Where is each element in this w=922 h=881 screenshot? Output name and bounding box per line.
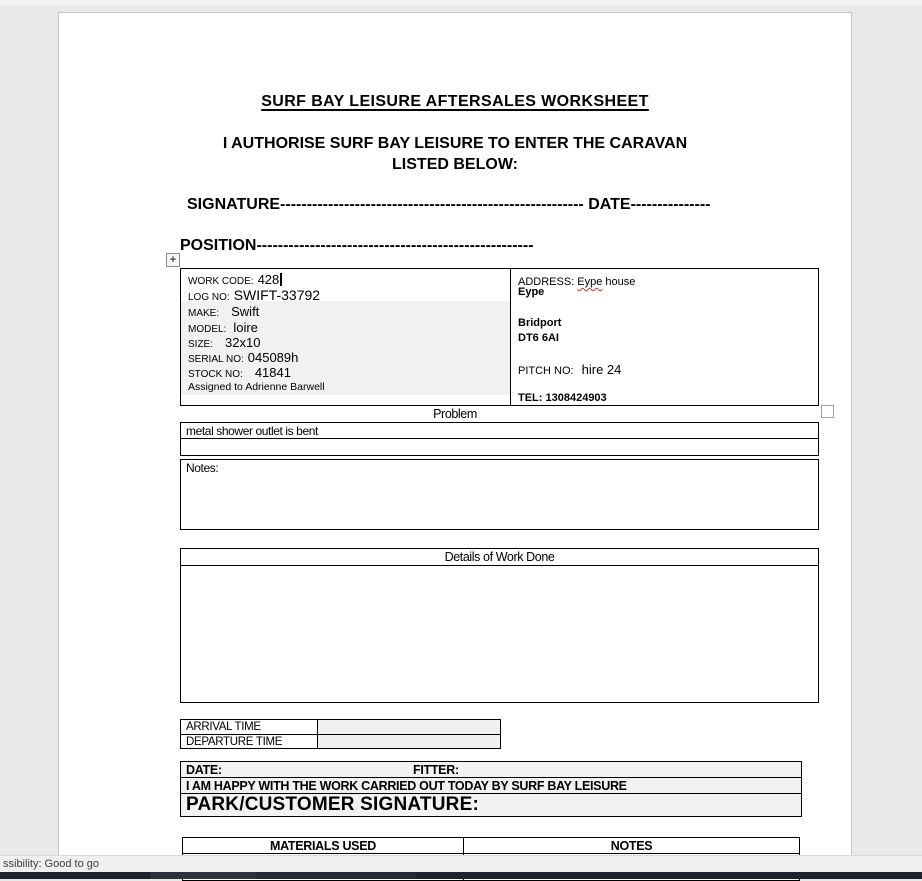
authorise-line-1: I AUTHORISE SURF BAY LEISURE TO ENTER THE CARAVAN [222, 135, 688, 152]
worksheet-title: SURF BAY LEISURE AFTERSALES WORKSHEET [261, 93, 649, 110]
tel-line: TEL: 1308424903 [518, 392, 607, 404]
problem-table [180, 422, 819, 456]
problem-heading: Problem [433, 407, 477, 421]
document-page [58, 12, 852, 879]
work-done-entry-area[interactable] [181, 566, 818, 702]
notes-header: NOTES [610, 839, 653, 853]
pitch-no-line: PITCH NO: hire 24 [518, 362, 622, 377]
times-table [180, 719, 501, 749]
taskbar[interactable] [0, 872, 922, 879]
misspelled-word: Eype [577, 276, 603, 288]
signoff-table [180, 761, 802, 817]
caravan-info-table [180, 268, 819, 406]
taskbar-segment[interactable] [150, 872, 256, 879]
happy-statement: I AM HAPPY WITH THE WORK CARRIED OUT TODAY BY SURF BAY LEISURE [181, 778, 801, 794]
model-line[interactable]: MODEL: loire [188, 320, 258, 335]
position-line: POSITION---------------------------------------------------- [180, 237, 534, 254]
materials-used-header: MATERIALS USED [183, 838, 464, 853]
address-line: ADDRESS: Eype house [518, 276, 636, 288]
signature-date-line: SIGNATURE--------------------------------------------------------- DATE--------------- [187, 196, 711, 213]
work-done-table [180, 548, 819, 703]
departure-time-row [181, 734, 500, 748]
window-top-strip [0, 0, 922, 5]
taskbar-segment[interactable] [256, 872, 416, 879]
date-fitter-row[interactable] [181, 762, 801, 778]
text-cursor [280, 273, 282, 286]
assigned-line[interactable]: Assigned to Adrienne Barwell [188, 381, 325, 393]
notes-box[interactable]: Notes: [180, 459, 819, 530]
authorise-line-2: LISTED BELOW: [392, 156, 518, 173]
stock-no-line[interactable]: STOCK NO: 41841 [188, 365, 291, 380]
address-postcode: DT6 6AI [518, 332, 559, 344]
make-line[interactable]: MAKE: Swift [188, 304, 260, 319]
departure-time-label: DEPARTURE TIME [186, 736, 283, 748]
status-bar [0, 855, 922, 872]
address-town: Bridport [518, 317, 562, 329]
work-code-line[interactable]: WORK CODE: 428 [188, 271, 282, 289]
serial-no-line[interactable]: SERIAL NO: 045089h [188, 350, 299, 365]
arrival-time-row [181, 720, 500, 734]
customer-signature-row[interactable]: PARK/CUSTOMER SIGNATURE: [186, 794, 479, 815]
fitter-label: FITTER: [413, 763, 459, 777]
address-cell[interactable] [511, 269, 818, 405]
materials-header-row [183, 838, 799, 854]
table-move-handle-icon[interactable]: + [166, 253, 180, 267]
address-line-2: Eype [518, 286, 545, 298]
departure-time-value[interactable] [317, 735, 500, 748]
log-no-line[interactable]: LOG NO: SWIFT-33792 [188, 287, 321, 303]
arrival-time-label: ARRIVAL TIME [186, 721, 261, 733]
accessibility-status[interactable]: ssibility: Good to go [3, 858, 99, 870]
caravan-details-cell[interactable] [181, 269, 511, 405]
size-line[interactable]: SIZE: 32x10 [188, 335, 261, 350]
problem-entry[interactable]: metal shower outlet is bent [181, 423, 818, 439]
problem-empty-row[interactable] [181, 439, 818, 455]
date-label: DATE: [186, 763, 222, 777]
work-done-heading: Details of Work Done [181, 549, 818, 566]
arrival-time-value[interactable] [317, 720, 500, 734]
